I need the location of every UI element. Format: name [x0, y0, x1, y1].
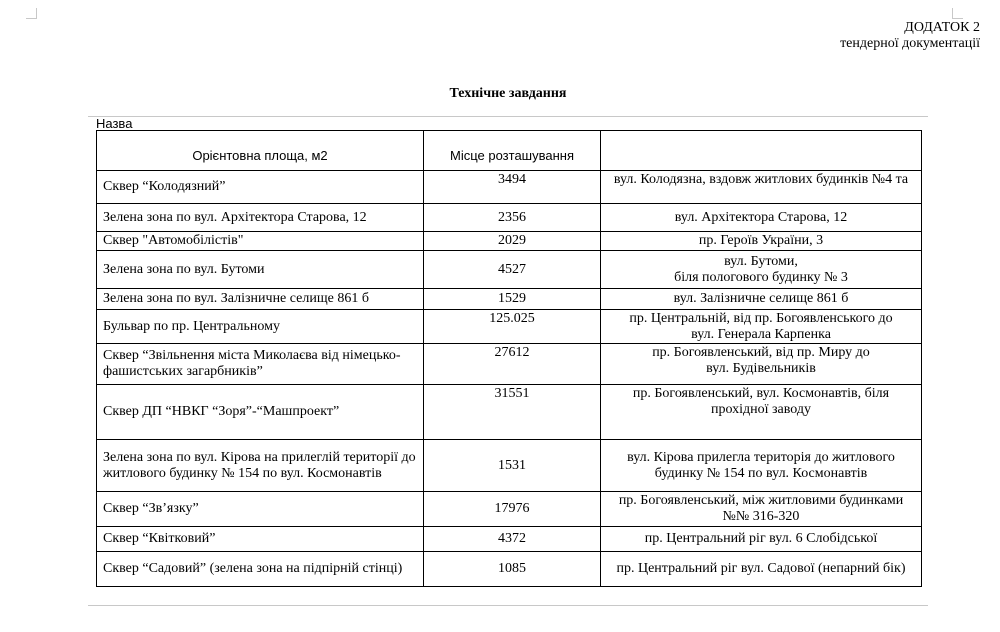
object-name: Сквер “Садовий” (зелена зона на підпірній стінці)	[97, 552, 424, 587]
location-text: пр. Героїв України, 3	[601, 232, 922, 251]
appendix-subtitle: тендерної документації	[840, 36, 980, 51]
area-value: 2356	[424, 204, 601, 232]
page-corner-mark	[952, 8, 963, 19]
text-boundary-line	[88, 605, 928, 606]
location-text: пр. Центральний ріг вул. 6 Слобідської	[601, 527, 922, 552]
object-name: Зелена зона по вул. Кірова на прилеглій території до житлового будинку № 154 по вул. Космонавтів	[97, 440, 424, 492]
table-row	[97, 204, 922, 232]
column-header	[601, 131, 922, 171]
area-value: 4527	[424, 251, 601, 289]
object-name: Сквер ДП “НВКГ “Зоря”-“Машпроект”	[97, 385, 424, 440]
table-row	[97, 232, 922, 251]
object-name: Сквер "Автомобілістів"	[97, 232, 424, 251]
table-row	[97, 251, 922, 289]
table-row	[97, 310, 922, 344]
table-row	[97, 171, 922, 204]
object-name: Сквер “Звільнення міста Миколаєва від німецько-фашистських загарбників”	[97, 344, 424, 385]
document-title: Технічне завдання	[449, 86, 567, 101]
area-value: 1529	[424, 289, 601, 310]
location-text: пр. Центральній, від пр. Богоявленського до вул. Генерала Карпенка	[601, 310, 922, 344]
area-value: 2029	[424, 232, 601, 251]
location-text: вул. Архітектора Старова, 12	[601, 204, 922, 232]
table-caption: Назва	[96, 116, 133, 131]
table-row	[97, 492, 922, 527]
object-name: Сквер “Колодязний”	[97, 171, 424, 204]
table-row	[97, 344, 922, 385]
location-text: вул. Залізничне селище 861 б	[601, 289, 922, 310]
table-header-row	[97, 131, 922, 171]
page-corner-mark	[26, 8, 37, 19]
location-text: пр. Центральний ріг вул. Садової (непарний бік)	[601, 552, 922, 587]
area-value: 125.025	[424, 310, 601, 344]
table-row	[97, 385, 922, 440]
area-value: 27612	[424, 344, 601, 385]
table-row	[97, 552, 922, 587]
object-name: Зелена зона по вул. Залізничне селище 861 б	[97, 289, 424, 310]
area-value: 1085	[424, 552, 601, 587]
location-text: пр. Богоявленський, між житловими будинками №№ 316-320	[601, 492, 922, 527]
table-row	[97, 289, 922, 310]
specification-table	[96, 130, 922, 587]
object-name: Сквер “Зв’язку”	[97, 492, 424, 527]
text-boundary-line	[88, 116, 928, 117]
table-row	[97, 527, 922, 552]
area-value: 17976	[424, 492, 601, 527]
area-value: 3494	[424, 171, 601, 204]
area-value: 1531	[424, 440, 601, 492]
object-name: Зелена зона по вул. Архітектора Старова, 12	[97, 204, 424, 232]
location-text: вул. Кірова прилегла територія до житлового будинку № 154 по вул. Космонавтів	[601, 440, 922, 492]
appendix-number: ДОДАТОК 2	[904, 20, 980, 35]
area-value: 31551	[424, 385, 601, 440]
object-name: Сквер “Квітковий”	[97, 527, 424, 552]
appendix-header	[840, 20, 980, 52]
table-row	[97, 440, 922, 492]
location-text: вул. Бутоми, біля пологового будинку № 3	[601, 251, 922, 289]
object-name: Зелена зона по вул. Бутоми	[97, 251, 424, 289]
location-text: вул. Колодязна, вздовж житлових будинків №4 та	[601, 171, 922, 204]
column-header: Місце розташування	[424, 131, 601, 171]
location-text: пр. Богоявленський, від пр. Миру до вул. Будівельників	[601, 344, 922, 385]
location-text: пр. Богоявленський, вул. Космонавтів, біля прохідної заводу	[601, 385, 922, 440]
area-value: 4372	[424, 527, 601, 552]
column-header: Орієнтовна площа, м2	[97, 131, 424, 171]
object-name: Бульвар по пр. Центральному	[97, 310, 424, 344]
